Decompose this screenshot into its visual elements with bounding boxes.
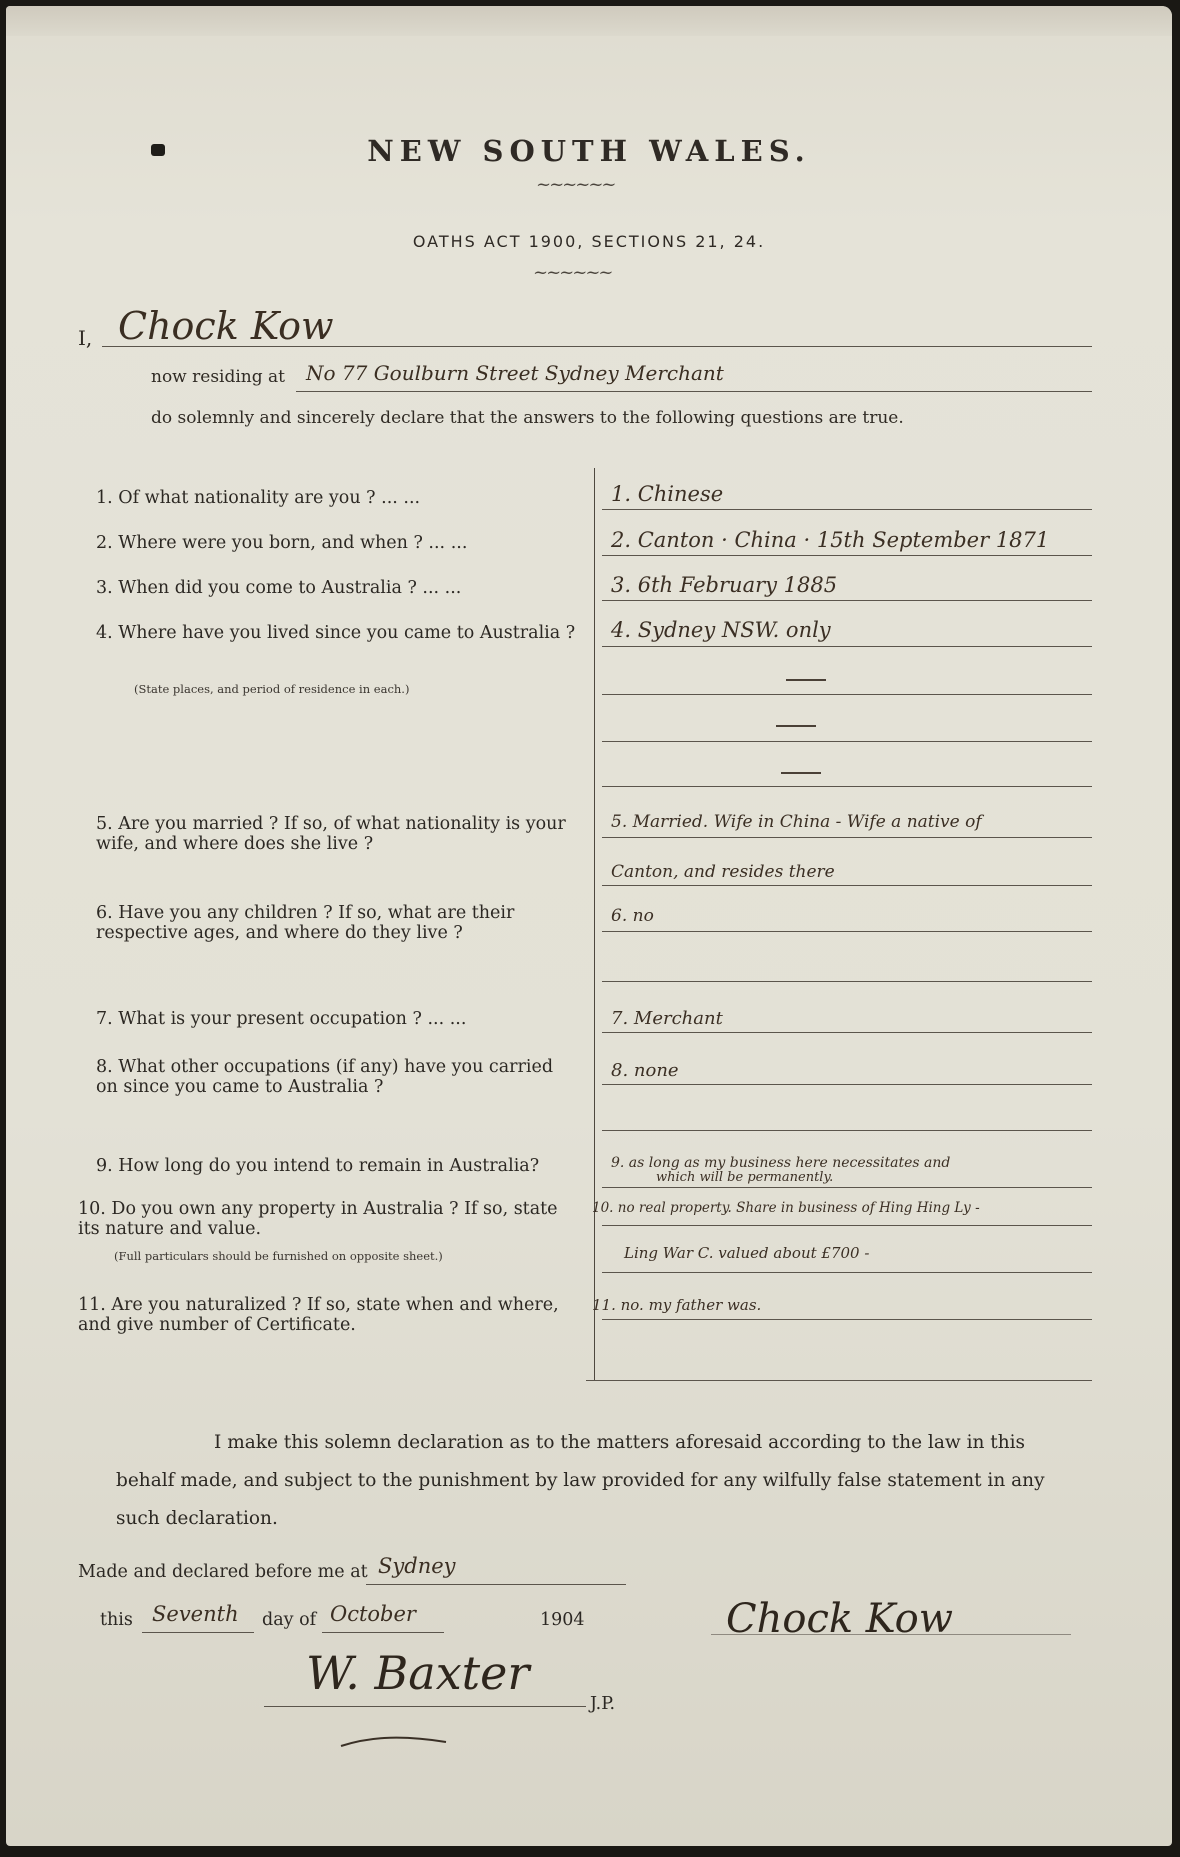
answer-line [602, 555, 1092, 556]
declare-text: do solemnly and sincerely declare that the answers to the following questions are true. [151, 408, 904, 428]
answer-line [602, 885, 1092, 886]
this-label: this [100, 1610, 133, 1630]
jp-signature: W. Baxter [306, 1646, 530, 1700]
subtitle-ornament: ~~~~~~ [533, 262, 612, 283]
made-place: Sydney [378, 1554, 456, 1578]
year-value: 1904 [540, 1610, 585, 1630]
paper-top-edge [6, 6, 1172, 36]
question-9: 9. How long do you intend to remain in Australia? [96, 1156, 540, 1176]
place-line [366, 1584, 626, 1585]
answer-2: 2. Canton · China · 15th September 1871 [611, 528, 1050, 552]
answer-9: 9. as long as my business here necessitates and [611, 1155, 951, 1171]
question-11: 11. Are you naturalized ? If so, state when and where, and give number of Certificate. [78, 1295, 559, 1335]
question-7: 7. What is your present occupation ? ... ... [96, 1009, 467, 1029]
declarant-name: Chock Kow [118, 304, 334, 348]
answer-5: 5. Married. Wife in China - Wife a native of [611, 812, 982, 832]
question-10: 10. Do you own any property in Australia ? If so, state its nature and value. [78, 1199, 558, 1239]
form-subtitle: OATHS ACT 1900, SECTIONS 21, 24. [412, 232, 766, 251]
column-divider [594, 468, 595, 1381]
answer-line [602, 1084, 1092, 1085]
residing-label: now residing at [151, 367, 286, 387]
question-8: 8. What other occupations (if any) have you carried on since you came to Australia ? [96, 1057, 554, 1097]
answer-line [602, 837, 1092, 838]
question-10-note: (Full particulars should be furnished on opposite sheet.) [114, 1249, 443, 1263]
closing-statement: I make this solemn declaration as to the matters aforesaid according to the law in this behalf made, and subject to the punishment by law provided for any wilfully false statement in any such declaration. [116, 1432, 1045, 1529]
residence-value: No 77 Goulburn Street Sydney Merchant [306, 361, 724, 385]
dash-mark [786, 679, 826, 681]
question-4: 4. Where have you lived since you came to Australia ? [96, 623, 576, 643]
question-2: 2. Where were you born, and when ? ... ... [96, 533, 468, 553]
answer-7: 7. Merchant [611, 1008, 723, 1029]
answer-3: 3. 6th February 1885 [611, 573, 838, 597]
answer-line [602, 786, 1092, 787]
answer-11: 11. no. my father was. [592, 1296, 762, 1314]
month-line [322, 1632, 444, 1633]
month-value: October [330, 1602, 416, 1626]
day-value: Seventh [152, 1602, 239, 1626]
made-label: Made and declared before me at [78, 1562, 368, 1582]
answer-9-continued: which will be permanently. [656, 1170, 834, 1185]
answer-4: 4. Sydney NSW. only [611, 618, 831, 642]
answer-line [602, 1225, 1092, 1226]
answer-5-continued: Canton, and resides there [611, 862, 835, 882]
answer-line [602, 1272, 1092, 1273]
signature-flourish [336, 1716, 456, 1756]
dash-mark [781, 772, 821, 774]
answer-6: 6. no [611, 906, 654, 926]
signature-line [711, 1634, 1071, 1635]
jp-label: J.P. [590, 1694, 616, 1714]
answer-line [602, 509, 1092, 510]
answer-line [602, 694, 1092, 695]
declaration-form [6, 6, 1172, 1846]
answer-line [602, 741, 1092, 742]
answer-line [602, 1032, 1092, 1033]
answer-line [602, 931, 1092, 932]
question-5: 5. Are you married ? If so, of what nationality is your wife, and where does she live ? [96, 814, 566, 854]
question-1: 1. Of what nationality are you ? ... ... [96, 488, 421, 508]
answer-line [602, 600, 1092, 601]
question-3: 3. When did you come to Australia ? ... ... [96, 578, 462, 598]
answer-line [602, 646, 1092, 647]
day-of-label: day of [262, 1610, 317, 1630]
form-title: NEW SOUTH WALES. [367, 134, 811, 168]
table-bottom-line [586, 1380, 1092, 1381]
name-line [102, 346, 1092, 347]
answer-line [602, 1130, 1092, 1131]
answer-line [602, 1319, 1092, 1320]
jp-line [264, 1706, 586, 1707]
answer-8: 8. none [611, 1060, 679, 1081]
declarant-prefix: I, [78, 326, 93, 350]
answer-10: 10. no real property. Share in business of Hing Hing Ly - [592, 1200, 980, 1216]
title-ornament: ~~~~~~ [536, 174, 615, 195]
answer-line [602, 1187, 1092, 1188]
residence-line [296, 391, 1092, 392]
answer-line [602, 981, 1092, 982]
dash-mark [776, 725, 816, 727]
declarant-signature: Chock Kow [726, 1596, 953, 1642]
question-4-note: (State places, and period of residence in each.) [134, 682, 410, 696]
answer-1: 1. Chinese [611, 482, 724, 506]
day-line [142, 1632, 254, 1633]
answer-10-continued: Ling War C. valued about £700 - [624, 1244, 870, 1262]
question-6: 6. Have you any children ? If so, what are their respective ages, and where do they live ? [96, 903, 515, 943]
